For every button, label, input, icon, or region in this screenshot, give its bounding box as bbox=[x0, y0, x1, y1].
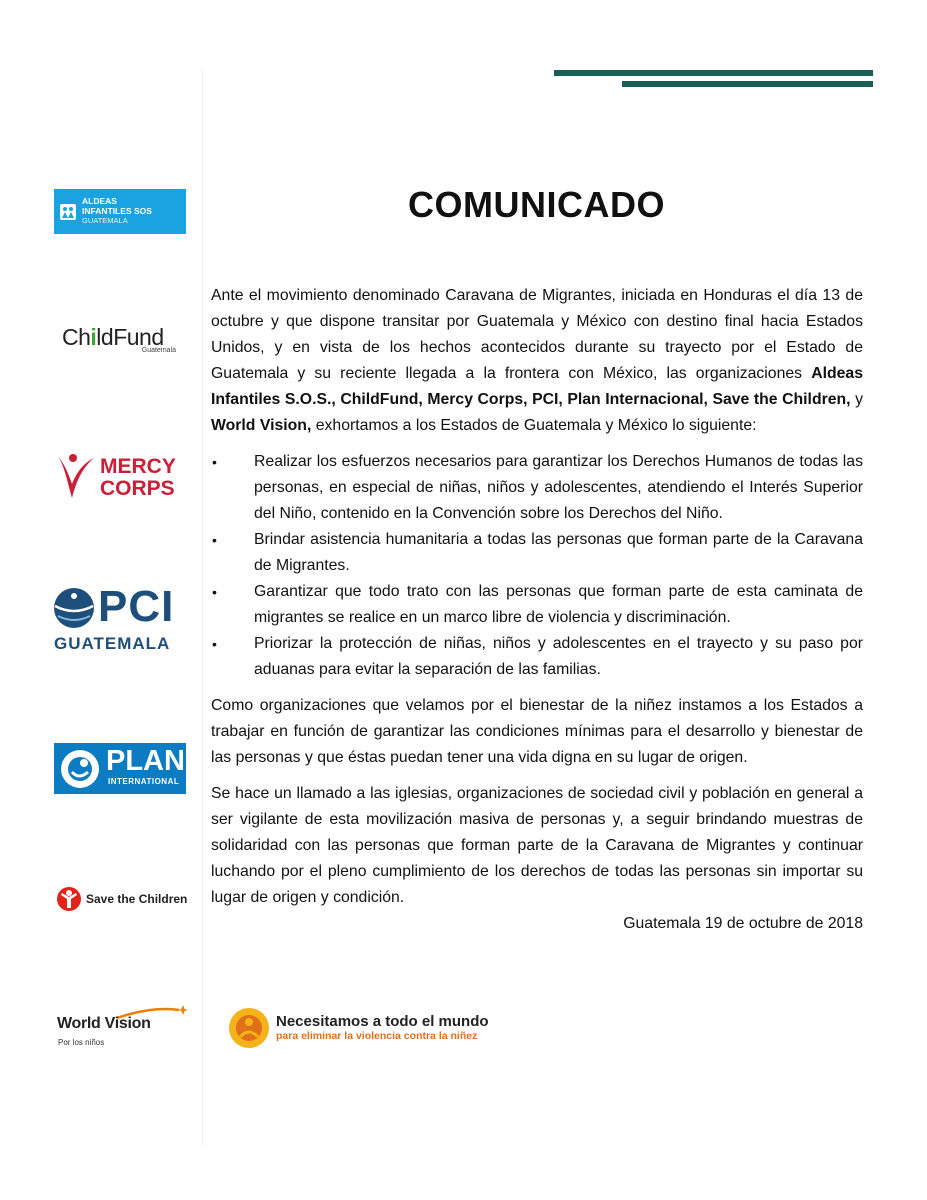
date-signature: Guatemala 19 de octubre de 2018 bbox=[623, 915, 863, 932]
bullet-point: • bbox=[212, 636, 217, 652]
childfund-logo bbox=[62, 324, 182, 364]
world-vision-tagline: Por los niños bbox=[58, 1038, 105, 1047]
organizations-list: Aldeas Infantiles S.O.S., ChildFund, Mercy Corps, PCI, Plan Internacional, Save the Children, bbox=[211, 365, 863, 408]
list-item bbox=[211, 449, 863, 527]
childfund-logo-figure: i bbox=[90, 324, 97, 350]
list-item bbox=[211, 527, 863, 579]
list-item-text: Realizar los esfuerzos necesarios para garantizar los Derechos Humanos de todas las personas, en especial de niñas, niños y adolescentes, atendiendo el Interés Superior del Niño, contenido en la Convención sobre los Derechos del Niño. bbox=[254, 453, 863, 522]
plan-logo-sub: INTERNATIONAL bbox=[108, 777, 180, 786]
mercy-corps-logo bbox=[52, 452, 186, 502]
save-logo-text: Save the Children bbox=[86, 892, 188, 906]
world-vision-logo-text: World Vision bbox=[57, 1015, 151, 1032]
mercy-logo-line2: CORPS bbox=[100, 477, 175, 500]
list-item-text: Garantizar que todo trato con las personas que forman parte de esta caminata de migrantes se realice en un marco libre de violencia y discriminación. bbox=[254, 583, 863, 626]
commitment-paragraph: Como organizaciones que velamos por el bienestar de la niñez instamos a los Estados a trabajar en función de garantizar las condiciones mínimas para el desarrollo y bienestar de las personas y que éstas puedan tener una vida digna en su lugar de origen. bbox=[211, 697, 863, 766]
pci-globe-icon bbox=[52, 586, 96, 630]
demands-list bbox=[211, 449, 863, 683]
aldeas-infantiles-logo bbox=[54, 189, 186, 234]
plan-child-icon bbox=[59, 748, 101, 790]
campaign-emblem-icon bbox=[228, 1007, 270, 1049]
campaign-logo bbox=[228, 1004, 518, 1052]
plan-international-logo bbox=[54, 743, 186, 794]
mercy-corps-figure-icon bbox=[52, 452, 98, 502]
mercy-logo-line1: MERCY bbox=[100, 455, 176, 478]
childfund-logo-text-start: Ch bbox=[62, 324, 91, 350]
campaign-line1: Necesitamos a todo el mundo bbox=[276, 1013, 489, 1030]
bullet-point: • bbox=[212, 584, 217, 600]
sidebar-divider bbox=[202, 70, 203, 1145]
aldeas-logo-line2: INFANTILES SOS bbox=[82, 205, 152, 216]
list-item bbox=[211, 631, 863, 683]
save-children-figure-icon bbox=[56, 886, 82, 912]
childfund-logo-sub: Guatemala bbox=[141, 347, 176, 354]
intro-text-start: Ante el movimiento denominado Caravana de Migrantes, iniciada en Honduras el día 13 de octubre y que dispone transitar por Guatemala y México con destino final hacia Estados Unidos, y en vista de los hechos acontecidos durante su trayecto por el Estado de Guatemala y su reciente llegada a la frontera con México, las organizaciones bbox=[211, 287, 863, 382]
save-the-children-logo bbox=[56, 884, 190, 914]
childfund-logo-text-end: ldFund bbox=[96, 324, 164, 350]
document-body bbox=[211, 283, 863, 937]
intro-connector: y bbox=[850, 391, 863, 408]
pci-guatemala-logo bbox=[52, 584, 187, 656]
document-title: COMUNICADO bbox=[408, 184, 665, 225]
list-item-text: Priorizar la protección de niñas, niños y adolescentes en el trayecto y su paso por aduanas para evitar la separación de las familias. bbox=[254, 635, 863, 678]
list-item bbox=[211, 579, 863, 631]
aldeas-logo-line3: GUATEMALA bbox=[82, 216, 128, 226]
intro-paragraph bbox=[211, 283, 863, 439]
pci-logo-main: PCI bbox=[98, 582, 175, 631]
aldeas-logo-line1: ALDEAS bbox=[82, 196, 117, 207]
aldeas-children-icon bbox=[60, 204, 76, 220]
call-paragraph: Se hace un llamado a las iglesias, organizaciones de sociedad civil y población en general a ser vigilante de esta movilización masiva de personas y, a seguir brindando muestras de solidaridad con las personas que forman parte de la Caravana de Migrantes y continuar luchando por el pleno cumplimiento de los derechos de todas las personas sin importar su lugar de origen y condición. bbox=[211, 785, 863, 906]
list-item-text: Brindar asistencia humanitaria a todas las personas que forman parte de la Caravana de Migrantes. bbox=[254, 531, 863, 574]
header-accent-bar-bottom bbox=[622, 81, 873, 87]
header-accent-bar-top bbox=[554, 70, 873, 76]
campaign-line2: para eliminar la violencia contra la niñez bbox=[276, 1030, 478, 1042]
pci-logo-sub: GUATEMALA bbox=[54, 634, 171, 653]
plan-logo-main: PLAN bbox=[106, 745, 185, 777]
bullet-point: • bbox=[212, 454, 217, 470]
bullet-point: • bbox=[212, 532, 217, 548]
world-vision-logo bbox=[57, 1004, 189, 1052]
intro-text-end: exhortamos a los Estados de Guatemala y México lo siguiente: bbox=[311, 417, 757, 434]
organizations-list-last: World Vision, bbox=[211, 417, 312, 434]
